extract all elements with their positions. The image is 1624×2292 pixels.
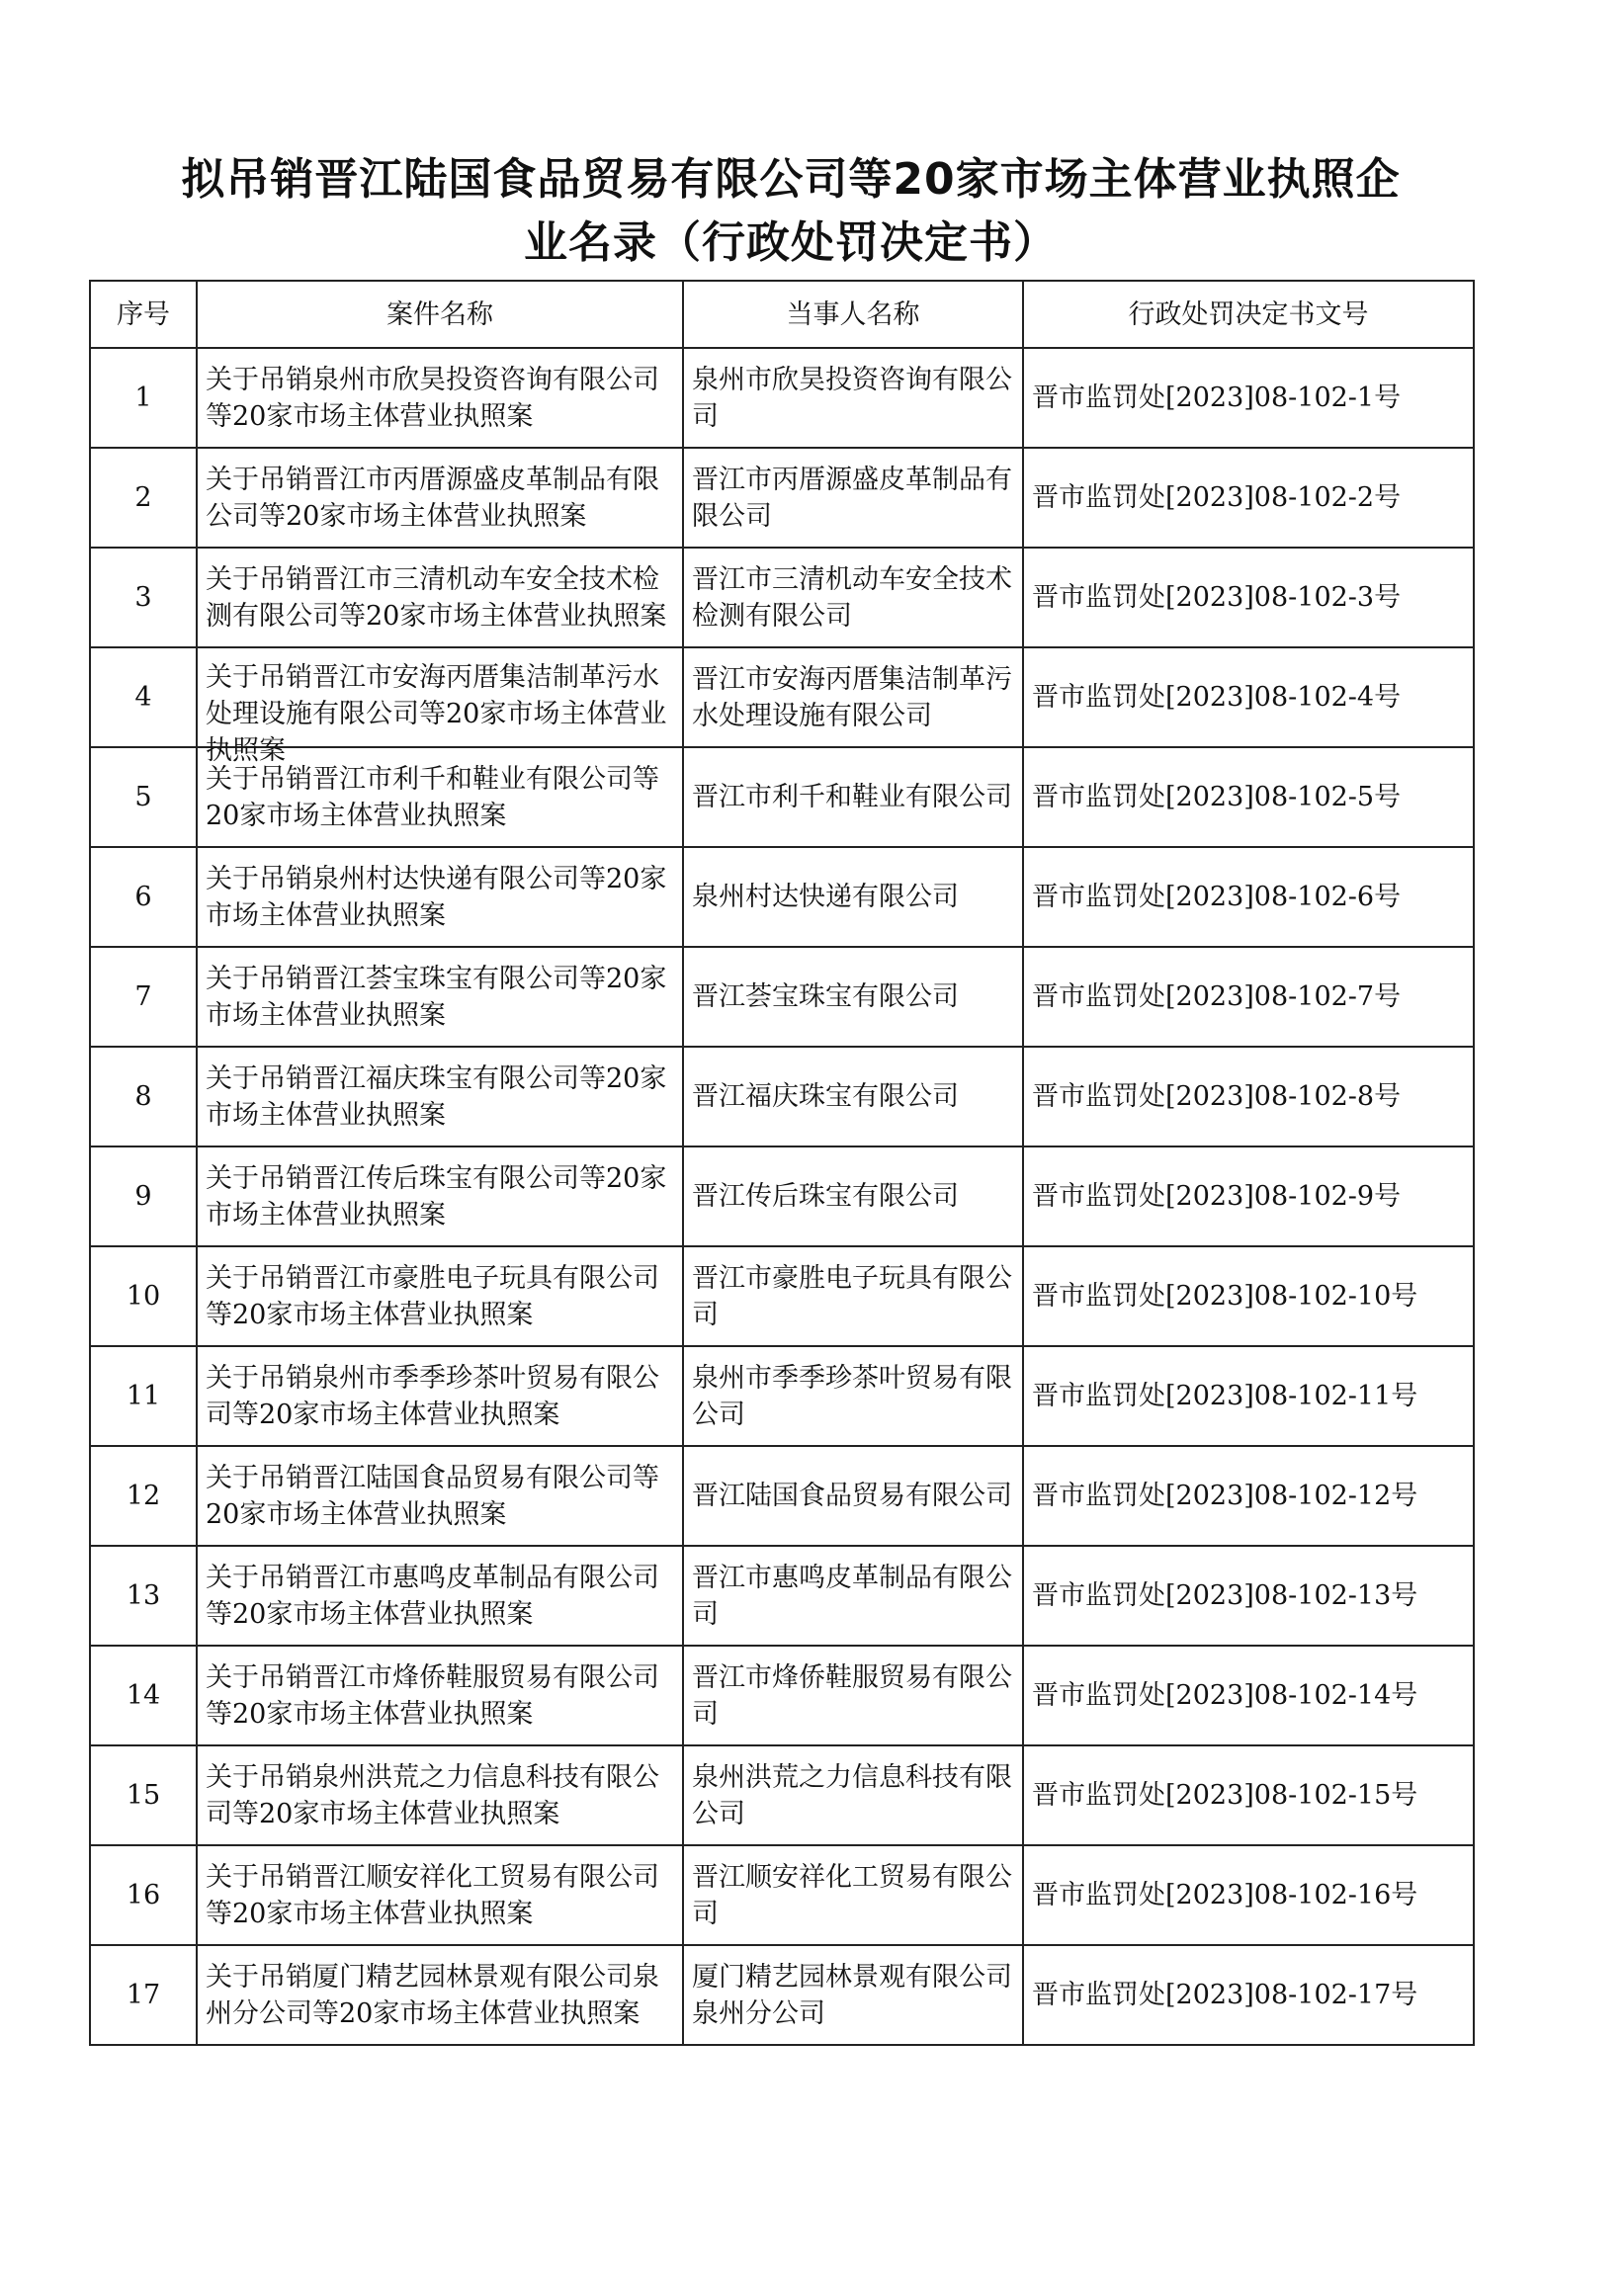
cell-case-name-text: 关于吊销晋江市豪胜电子玩具有限公司等20家市场主体营业执照案 [206,1262,659,1330]
cell-decision-number [1023,1646,1474,1745]
cell-decision-number [1023,448,1474,548]
cell-seq-text: 2 [134,482,152,513]
cell-decision-number [1023,1146,1474,1246]
page-title [99,148,1483,275]
cell-seq-text: 4 [134,682,152,713]
table-row [90,548,1474,647]
cell-seq-text: 3 [134,582,152,613]
cell-seq [90,1845,197,1945]
cell-case-name [197,1745,683,1845]
cell-case-name [197,847,683,947]
cell-party-name [683,1246,1023,1346]
cell-seq [90,1945,197,2045]
title-line-1: 拟吊销晋江陆国食品贸易有限公司等20家市场主体营业执照企 [181,154,1401,205]
cell-party-name-text: 厦门精艺园林景观有限公司泉州分公司 [692,1961,1012,2029]
cell-seq [90,847,197,947]
cell-party-name-text: 晋江市豪胜电子玩具有限公司 [692,1262,1012,1330]
cell-decision-number [1023,1446,1474,1546]
cell-decision-number [1023,1047,1474,1146]
table-row [90,448,1474,548]
cell-case-name [197,947,683,1047]
cell-case-name [197,1346,683,1446]
cell-party-name [683,1745,1023,1845]
cell-party-name [683,947,1023,1047]
cell-seq-text: 1 [134,382,152,413]
cell-seq-text: 12 [126,1481,161,1511]
cell-seq-text: 8 [134,1081,152,1112]
cell-seq [90,1346,197,1446]
cell-seq [90,1446,197,1546]
cell-seq [90,1745,197,1845]
cell-decision-number [1023,747,1474,847]
cell-party-name-text: 晋江市烽侨鞋服贸易有限公司 [692,1661,1012,1730]
cell-party-name-text: 晋江市三清机动车安全技术检测有限公司 [692,563,1012,632]
cell-case-name-text: 关于吊销晋江陆国食品贸易有限公司等20家市场主体营业执照案 [206,1462,659,1530]
cell-case-name [197,1646,683,1745]
cell-case-name-text: 关于吊销厦门精艺园林景观有限公司泉州分公司等20家市场主体营业执照案 [206,1961,659,2029]
cell-case-name [197,1945,683,2045]
header-decision-number: 行政处罚决定书文号 [1023,281,1474,348]
cell-case-name [197,1146,683,1246]
cell-decision-number-text: 晋市监罚处[2023]08-102-3号 [1032,582,1402,613]
cell-decision-number-text: 晋市监罚处[2023]08-102-9号 [1032,1181,1402,1212]
cell-seq-text: 6 [134,882,152,912]
table-row [90,1646,1474,1745]
cell-party-name [683,1546,1023,1646]
cell-party-name [683,1346,1023,1446]
cell-party-name-text: 泉州村达快递有限公司 [692,882,959,912]
cell-party-name-text: 晋江荟宝珠宝有限公司 [692,981,959,1012]
cell-decision-number [1023,1745,1474,1845]
table-row [90,1146,1474,1246]
cell-decision-number-text: 晋市监罚处[2023]08-102-2号 [1032,482,1402,513]
table-row [90,647,1474,747]
cell-decision-number-text: 晋市监罚处[2023]08-102-11号 [1032,1381,1418,1411]
cell-decision-number [1023,647,1474,747]
cell-seq [90,1246,197,1346]
cell-party-name [683,348,1023,448]
cell-party-name [683,747,1023,847]
cell-decision-number-text: 晋市监罚处[2023]08-102-10号 [1032,1281,1418,1312]
cell-case-name-text: 关于吊销晋江荟宝珠宝有限公司等20家市场主体营业执照案 [206,963,667,1031]
cell-seq-text: 14 [126,1680,161,1711]
cell-party-name-text: 泉州市季季珍茶叶贸易有限公司 [692,1362,1012,1430]
cell-party-name [683,1945,1023,2045]
cell-party-name-text: 晋江市利千和鞋业有限公司 [692,782,1012,812]
table-body [90,348,1474,2045]
cell-case-name-text: 关于吊销晋江市利千和鞋业有限公司等20家市场主体营业执照案 [206,763,659,831]
cell-decision-number [1023,1346,1474,1446]
cell-decision-number [1023,348,1474,448]
cell-party-name-text: 晋江顺安祥化工贸易有限公司 [692,1861,1012,1929]
table-row [90,947,1474,1047]
cell-case-name [197,548,683,647]
table-row [90,1246,1474,1346]
cell-case-name [197,1546,683,1646]
cell-decision-number-text: 晋市监罚处[2023]08-102-1号 [1032,382,1402,413]
cell-case-name-text: 关于吊销晋江传后珠宝有限公司等20家市场主体营业执照案 [206,1162,667,1231]
cell-decision-number [1023,548,1474,647]
cell-seq [90,1546,197,1646]
table-row [90,1346,1474,1446]
cell-party-name-text: 泉州市欣昊投资咨询有限公司 [692,364,1012,432]
cell-seq [90,1146,197,1246]
cell-seq-text: 13 [126,1580,161,1611]
cell-party-name-text: 晋江市丙厝源盛皮革制品有限公司 [692,464,1012,532]
cell-party-name [683,1446,1023,1546]
cell-case-name-text: 关于吊销泉州村达快递有限公司等20家市场主体营业执照案 [206,863,667,931]
cell-party-name [683,448,1023,548]
cell-seq [90,947,197,1047]
title-line-2: 业名录（行政处罚决定书） [524,217,1058,268]
cell-case-name [197,1246,683,1346]
cell-seq [90,548,197,647]
cell-decision-number-text: 晋市监罚处[2023]08-102-12号 [1032,1481,1418,1511]
cell-seq-text: 17 [126,1980,161,2010]
cell-seq-text: 7 [134,981,152,1012]
cell-case-name-text: 关于吊销泉州洪荒之力信息科技有限公司等20家市场主体营业执照案 [206,1761,659,1829]
cell-party-name-text: 晋江福庆珠宝有限公司 [692,1081,959,1112]
cell-seq [90,647,197,747]
cell-party-name [683,647,1023,747]
cell-seq [90,1646,197,1745]
cell-decision-number [1023,947,1474,1047]
cell-party-name-text: 晋江市安海丙厝集洁制革污水处理设施有限公司 [692,663,1012,731]
cell-party-name [683,1047,1023,1146]
cell-case-name-text: 关于吊销晋江市烽侨鞋服贸易有限公司等20家市场主体营业执照案 [206,1661,659,1730]
cell-decision-number-text: 晋市监罚处[2023]08-102-6号 [1032,882,1402,912]
table-row [90,1047,1474,1146]
cell-decision-number-text: 晋市监罚处[2023]08-102-7号 [1032,981,1402,1012]
cell-seq [90,1047,197,1146]
header-seq: 序号 [90,281,197,348]
cell-case-name [197,1047,683,1146]
cell-decision-number-text: 晋市监罚处[2023]08-102-8号 [1032,1081,1402,1112]
cell-case-name-text: 关于吊销泉州市欣昊投资咨询有限公司等20家市场主体营业执照案 [206,364,659,432]
table-row [90,1546,1474,1646]
table-row [90,348,1474,448]
table-header-row [90,281,1474,348]
cell-seq [90,747,197,847]
cell-decision-number [1023,1945,1474,2045]
table-row [90,847,1474,947]
cell-case-name-text: 关于吊销晋江市丙厝源盛皮革制品有限公司等20家市场主体营业执照案 [206,464,659,532]
header-case-name: 案件名称 [197,281,683,348]
cell-seq-text: 9 [134,1181,152,1212]
cell-seq-text: 16 [126,1880,161,1910]
cell-seq [90,448,197,548]
cell-party-name [683,847,1023,947]
cell-case-name-text: 关于吊销晋江顺安祥化工贸易有限公司等20家市场主体营业执照案 [206,1861,659,1929]
cell-seq-text: 15 [126,1780,161,1811]
cell-seq-text: 10 [126,1281,161,1312]
cell-case-name [197,1446,683,1546]
cell-decision-number-text: 晋市监罚处[2023]08-102-15号 [1032,1780,1418,1811]
cell-party-name-text: 晋江传后珠宝有限公司 [692,1181,959,1212]
cell-party-name-text: 晋江市惠鸣皮革制品有限公司 [692,1562,1012,1630]
cell-case-name-text: 关于吊销泉州市季季珍茶叶贸易有限公司等20家市场主体营业执照案 [206,1362,659,1430]
cell-case-name-text: 关于吊销晋江福庆珠宝有限公司等20家市场主体营业执照案 [206,1062,667,1131]
cell-case-name [197,448,683,548]
cell-decision-number-text: 晋市监罚处[2023]08-102-5号 [1032,782,1402,812]
cell-decision-number-text: 晋市监罚处[2023]08-102-13号 [1032,1580,1418,1611]
cell-decision-number-text: 晋市监罚处[2023]08-102-14号 [1032,1680,1418,1711]
cell-party-name [683,1646,1023,1745]
cell-seq [90,348,197,448]
table-row [90,1945,1474,2045]
cell-party-name [683,1845,1023,1945]
cell-case-name-text: 关于吊销晋江市三清机动车安全技术检测有限公司等20家市场主体营业执照案 [206,563,667,632]
cell-decision-number-text: 晋市监罚处[2023]08-102-4号 [1032,682,1402,713]
cell-seq-text: 11 [126,1381,161,1411]
cell-party-name-text: 泉州洪荒之力信息科技有限公司 [692,1761,1012,1829]
cell-decision-number-text: 晋市监罚处[2023]08-102-17号 [1032,1980,1418,2010]
cell-party-name-text: 晋江陆国食品贸易有限公司 [692,1481,1012,1511]
cell-case-name-text: 关于吊销晋江市惠鸣皮革制品有限公司等20家市场主体营业执照案 [206,1562,659,1630]
table-row [90,747,1474,847]
cell-decision-number [1023,1546,1474,1646]
table-row [90,1745,1474,1845]
cell-party-name [683,548,1023,647]
cell-case-name [197,1845,683,1945]
cell-case-name [197,647,683,766]
cell-case-name [197,747,683,847]
cell-decision-number [1023,1246,1474,1346]
table-row [90,1845,1474,1945]
header-party-name: 当事人名称 [683,281,1023,348]
cell-seq-text: 5 [134,782,152,812]
cell-case-name-text: 关于吊销晋江市安海丙厝集洁制革污水处理设施有限公司等20家市场主体营业执照案 [206,661,667,766]
table-row [90,1446,1474,1546]
cell-decision-number [1023,1845,1474,1945]
cell-decision-number-text: 晋市监罚处[2023]08-102-16号 [1032,1880,1418,1910]
records-table [89,280,1475,2046]
cell-party-name [683,1146,1023,1246]
cell-case-name [197,348,683,448]
cell-decision-number [1023,847,1474,947]
